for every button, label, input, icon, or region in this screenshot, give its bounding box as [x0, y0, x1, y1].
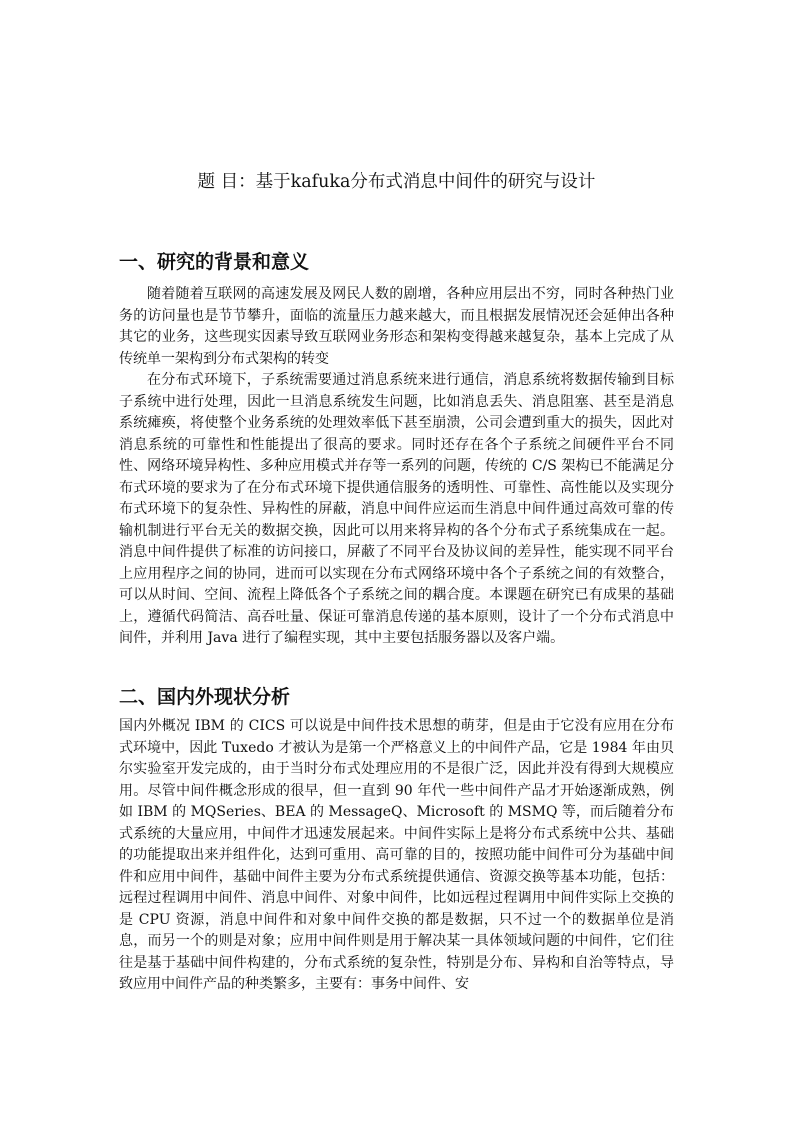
paragraph: 国内外概况 IBM 的 CICS 可以说是中间件技术思想的萌芽，但是由于它没有应用在分布式环境中，因此 Tuxedo 才被认为是第一个严格意义上的中间件产品，它是 1984 年由贝尔实验室开发完成的，由于当时分布式处理应用的不是很广泛，因此并没有得到大规模应用。尽管中间件概念形成的很早，但一直到 90 年代一些中间件产品才开始逐渐成熟，例如 IBM 的 MQSeries、BEA 的 MessageQ、Microsoft 的 MSMQ 等，而后随着分布式系统的大量应用，中间件才迅速发展起来。中间件实际上是将分布式系统中公共、基础的功能提取出来并组件化，达到可重用、高可靠的目的，按照功能中间件可分为基础中间件和应用中间件，基础中间件主要为分布式系统提供通信、资源交换等基本功能，包括：远程过程调用中间件、消息中间件、对象中间件，比如远程过程调用中间件实际上交换的是 CPU 资源，消息中间件和对象中间件交换的都是数据，只不过一个的数据单位是消息，而另一个的则是对象；应用中间件则是用于解决某一具体领域问题的中间件，它们往往是基于基础中间件构建的，分布式系统的复杂性，特别是分布、异构和自治等特点，导致应用中间件产品的种类繁多，主要有：事务中间件、安: [119, 718, 674, 992]
paragraph: 随着随着互联网的高速发展及网民人数的剧增，各种应用层出不穷，同时各种热门业务的访问量也是节节攀升，面临的流量压力越来越大，而且根据发展情况还会延伸出各种其它的业务，这些现实因素导致互联网业务形态和架构变得越来越复杂，基本上完成了从传统单一架构到分布式架构的转变: [119, 286, 674, 367]
section-body-status: [119, 716, 674, 996]
section-body-background: [119, 284, 674, 650]
section-heading-background: 一、研究的背景和意义: [119, 251, 310, 273]
section-heading-status: 二、国内外现状分析: [119, 686, 291, 708]
document-title: 题 目：基于kafuka分布式消息中间件的研究与设计: [197, 172, 596, 192]
paragraph: 在分布式环境下，子系统需要通过消息系统来进行通信，消息系统将数据传输到目标子系统中进行处理，因此一旦消息系统发生问题，比如消息丢失、消息阻塞、甚至是消息系统瘫痪，将使整个业务系统的处理效率低下甚至崩溃，公司会遭到重大的损失，因此对消息系统的可靠性和性能提出了很高的要求。同时还存在各个子系统之间硬件平台不同性、网络环境异构性、多种应用模式并存等一系列的问题，传统的 C/S 架构已不能满足分布式环境的要求为了在分布式环境下提供通信服务的透明性、可靠性、高性能以及实现分布式环境下的复杂性、异构性的屏蔽，消息中间件应运而生消息中间件通过高效可靠的传输机制进行平台无关的数据交换，因此可以用来将异构的各个分布式子系统集成在一起。消息中间件提供了标准的访问接口，屏蔽了不同平台及协议间的差异性，能实现不同平台上应用程序之间的协同，进而可以实现在分布式网络环境中各个子系统之间的有效整合，可以从时间、空间、流程上降低各个子系统之间的耦合度。本课题在研究已有成果的基础上，遵循代码简洁、高吞吐量、保证可靠消息传递的基本原则，设计了一个分布式消息中间件，并利用 Java 进行了编程实现，其中主要包括服务器以及客户端。: [119, 372, 674, 646]
